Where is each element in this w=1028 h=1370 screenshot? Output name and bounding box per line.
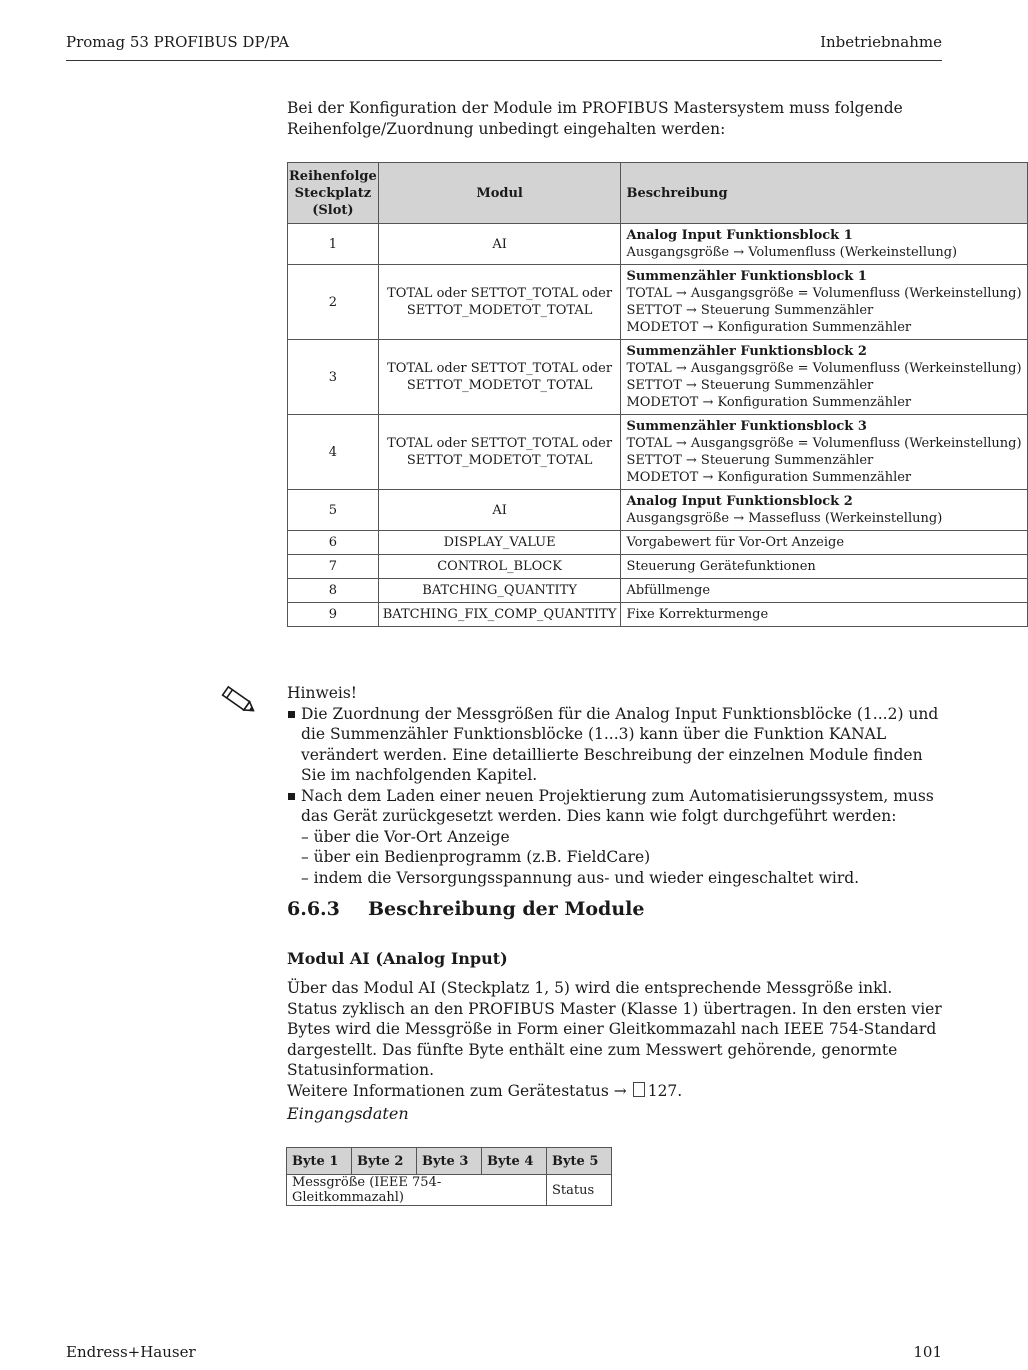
byte-header: Byte 1 <box>287 1148 352 1175</box>
reference-text: Weitere Informationen zum Gerätestatus → <box>287 1081 627 1100</box>
table-row <box>288 265 1028 340</box>
description-line: SETTOT → Steuerung Summenzähler <box>626 303 874 318</box>
subsection-heading: Modul AI (Analog Input) <box>287 949 508 968</box>
header-chapter: Inbetriebnahme <box>820 33 942 51</box>
note-bullet <box>287 786 942 827</box>
description-cell <box>621 340 1027 415</box>
description-cell <box>621 265 1027 340</box>
note-title: Hinweis! <box>287 684 358 702</box>
description-line: MODETOT → Konfiguration Summenzähler <box>626 470 912 485</box>
description-line: SETTOT → Steuerung Summenzähler <box>626 378 874 393</box>
description-cell: Fixe Korrekturmenge <box>621 603 1027 627</box>
byte-header: Byte 4 <box>482 1148 547 1175</box>
table-row <box>288 415 1028 490</box>
slot-cell: 4 <box>288 415 379 490</box>
slot-cell: 3 <box>288 340 379 415</box>
byte-table <box>286 1147 612 1206</box>
table-row <box>288 531 1028 555</box>
description-title: Analog Input Funktionsblock 1 <box>626 228 853 243</box>
reference-line <box>287 1081 942 1102</box>
modul-cell: TOTAL oder SETTOT_TOTAL oder SETTOT_MODETOT_TOTAL <box>378 340 621 415</box>
header-title: Promag 53 PROFIBUS DP/PA <box>66 33 290 51</box>
slot-cell: 1 <box>288 224 379 265</box>
modul-cell: BATCHING_FIX_COMP_QUANTITY <box>378 603 621 627</box>
table-row <box>288 603 1028 627</box>
page-number: 101 <box>913 1343 942 1361</box>
description-cell: Steuerung Gerätefunktionen <box>621 555 1027 579</box>
description-line: SETTOT → Steuerung Summenzähler <box>626 453 874 468</box>
note-dash-item: – indem die Versorgungsspannung aus- und wieder eingeschaltet wird. <box>301 868 860 887</box>
slot-cell: 7 <box>288 555 379 579</box>
description-line: MODETOT → Konfiguration Summenzähler <box>626 395 912 410</box>
header-rule <box>66 60 942 61</box>
description-cell <box>621 490 1027 531</box>
paragraph-text: Über das Modul AI (Steckplatz 1, 5) wird die entsprechende Messgröße inkl. Status zyklisch an den PROFIBUS Master (Klasse 1) übertragen. In den ersten vier Bytes wird die Messgröße in Form einer Gleitkommazahl nach IEEE 754-Standard dargestellt. Das fünfte Byte enthält eine zum Messwert gehörende, genormte Statusinformation. <box>287 979 942 1079</box>
byte-header: Byte 3 <box>417 1148 482 1175</box>
slot-cell: 8 <box>288 579 379 603</box>
note-bullet-text: Nach dem Laden einer neuen Projektierung zum Automatisierungssystem, muss das Gerät zurückgesetzt werden. Dies kann wie folgt durchgeführt werden: <box>301 786 934 825</box>
input-data-caption: Eingangsdaten <box>287 1104 409 1123</box>
slot-cell: 5 <box>288 490 379 531</box>
section-number: 6.6.3 <box>287 898 340 920</box>
byte-header: Byte 2 <box>352 1148 417 1175</box>
description-line: TOTAL → Ausgangsgröße = Volumenfluss (Werkeinstellung) <box>626 436 1022 451</box>
bullet-square-icon <box>288 711 295 718</box>
measured-value-cell: Messgröße (IEEE 754-Gleitkommazahl) <box>287 1175 547 1206</box>
modul-cell: CONTROL_BLOCK <box>378 555 621 579</box>
table-row <box>288 224 1028 265</box>
note-dash-item: – über ein Bedienprogramm (z.B. FieldCare) <box>301 848 651 866</box>
table-row <box>288 579 1028 603</box>
note-dash-item: – über die Vor-Ort Anzeige <box>301 827 510 846</box>
modul-cell: BATCHING_QUANTITY <box>378 579 621 603</box>
col-header-modul: Modul <box>378 163 621 224</box>
bullet-square-icon <box>288 793 295 800</box>
description-title: Summenzähler Funktionsblock 1 <box>626 269 867 284</box>
modul-cell: TOTAL oder SETTOT_TOTAL oder SETTOT_MODETOT_TOTAL <box>378 415 621 490</box>
description-title: Summenzähler Funktionsblock 2 <box>626 344 867 359</box>
description-line: MODETOT → Konfiguration Summenzähler <box>626 320 912 335</box>
description-cell: Vorgabewert für Vor-Ort Anzeige <box>621 531 1027 555</box>
section-heading <box>287 898 644 920</box>
col-header-beschreibung: Beschreibung <box>621 163 1027 224</box>
body-paragraph <box>287 978 942 1101</box>
slot-cell: 9 <box>288 603 379 627</box>
modul-cell: AI <box>378 224 621 265</box>
modul-cell: TOTAL oder SETTOT_TOTAL oder SETTOT_MODETOT_TOTAL <box>378 265 621 340</box>
table-row <box>288 555 1028 579</box>
description-title: Analog Input Funktionsblock 2 <box>626 494 853 509</box>
description-title: Summenzähler Funktionsblock 3 <box>626 419 867 434</box>
pencil-icon <box>218 683 258 719</box>
note-block <box>287 683 942 888</box>
description-line: TOTAL → Ausgangsgröße = Volumenfluss (Werkeinstellung) <box>626 361 1022 376</box>
description-cell: Abfüllmenge <box>621 579 1027 603</box>
section-title: Beschreibung der Module <box>368 898 645 920</box>
table-row <box>288 490 1028 531</box>
modul-cell: AI <box>378 490 621 531</box>
note-bullet <box>287 704 942 786</box>
reference-page[interactable]: 127. <box>647 1081 683 1100</box>
col-header-slot: Reihenfolge Steckplatz (Slot) <box>288 163 379 224</box>
note-bullet-text: Die Zuordnung der Messgrößen für die Analog Input Funktionsblöcke (1...2) und die Summenzähler Funktionsblöcke (1...3) kann über die Funktion KANAL verändert werden. Eine detaillierte Beschreibung der einzelnen Module finden Sie im nachfolgenden Kapitel. <box>301 704 939 784</box>
status-cell: Status <box>547 1175 612 1206</box>
description-line: TOTAL → Ausgangsgröße = Volumenfluss (Werkeinstellung) <box>626 286 1022 301</box>
description-cell <box>621 415 1027 490</box>
description-line: Ausgangsgröße → Massefluss (Werkeinstellung) <box>626 511 943 526</box>
description-cell <box>621 224 1027 265</box>
page-reference-icon <box>633 1082 645 1097</box>
description-line: Ausgangsgröße → Volumenfluss (Werkeinstellung) <box>626 245 958 260</box>
slot-cell: 2 <box>288 265 379 340</box>
footer-company: Endress+Hauser <box>66 1343 196 1361</box>
byte-header: Byte 5 <box>547 1148 612 1175</box>
modul-cell: DISPLAY_VALUE <box>378 531 621 555</box>
intro-text: Bei der Konfiguration der Module im PROFIBUS Mastersystem muss folgende Reihenfolge/Zuordnung unbedingt eingehalten werden: <box>287 99 903 138</box>
slot-cell: 6 <box>288 531 379 555</box>
table-row <box>288 340 1028 415</box>
module-table <box>287 162 1028 627</box>
